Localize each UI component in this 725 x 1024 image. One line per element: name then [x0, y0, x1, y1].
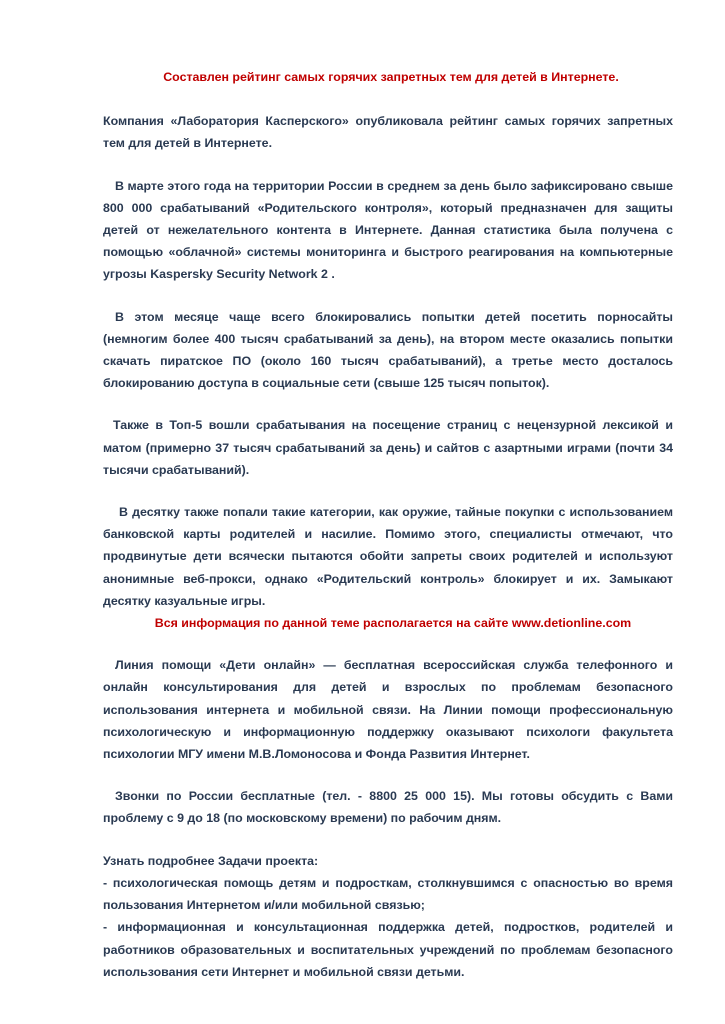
- task-item-psychological-help: - психологическая помощь детям и подросткам, столкнувшимся с опасностью во время пользования Интернетом и/или мобильной связью;: [103, 875, 673, 913]
- document-title: Составлен рейтинг самых горячих запретных тем для детей в Интернете.: [163, 70, 619, 84]
- task-item-information-support: - информационная и консультационная поддержка детей, подростков, родителей и работников образовательных и воспитательных учреждений по проблемам безопасного использования сети Интернет и мобильной связи детьми.: [103, 920, 673, 979]
- paragraph-helpline: Линия помощи «Дети онлайн» — бесплатная всероссийская служба телефонного и онлайн консультирования для детей и взрослых по проблемам безопасного использования интернета и мобильной связи. На Линии помощи профессиональную психологическую и информационную поддержку оказывают психологи факультета психологии МГУ имени М.В.Ломоносова и Фонда Развития Интернет.: [103, 658, 673, 762]
- document-page: [103, 66, 673, 983]
- paragraph-top10: В десятку также попали такие категории, как оружие, тайные покупки с использованием банковской карты родителей и насилие. Помимо этого, специалисты отмечают, что продвинутые дети всячески пытаются обойти запреты своих родителей и используют анонимные веб-прокси, однако «Родительский контроль» блокирует и их. Замыкают десятку казуальные игры.: [103, 505, 673, 608]
- info-link-line: Вся информация по данной теме располагается на сайте www.detionline.com: [154, 616, 632, 631]
- paragraph-calls: Звонки по России бесплатные (тел. - 8800 25 000 15). Мы готовы обсудить с Вами проблему с 9 до 18 (по московскому времени) по рабочим дням.: [103, 789, 673, 826]
- paragraph-march-stats: В марте этого года на территории России в среднем за день было зафиксировано свыше 800 000 срабатываний «Родительского контроля», который предназначен для защиты детей от нежелательного контента в Интернете. Данная статистика была получена с помощью «облачной» системы мониторинга и быстрого реагирования на компьютерные угрозы Kaspersky Security Network 2 .: [103, 178, 673, 282]
- paragraph-intro: Компания «Лаборатория Касперского» опубликовала рейтинг самых горячих запретных тем для детей в Интернете.: [103, 114, 673, 151]
- tasks-heading: Узнать подробнее Задачи проекта:: [103, 853, 319, 868]
- paragraph-top5: Также в Топ-5 вошли срабатывания на посещение страниц с нецензурной лексикой и матом (примерно 37 тысяч срабатываний за день) и сайтов с азартными играми (почти 34 тысячи срабатываний).: [103, 418, 673, 477]
- paragraph-month-blocking: В этом месяце чаще всего блокировались попытки детей посетить порносайты (немногим более 400 тысяч срабатываний за день), на втором месте оказались попытки скачать пиратское ПО (около 160 тысяч срабатываний), а третье место досталось блокированию доступа в социальные сети (свыше 125 тысяч попыток).: [103, 309, 673, 391]
